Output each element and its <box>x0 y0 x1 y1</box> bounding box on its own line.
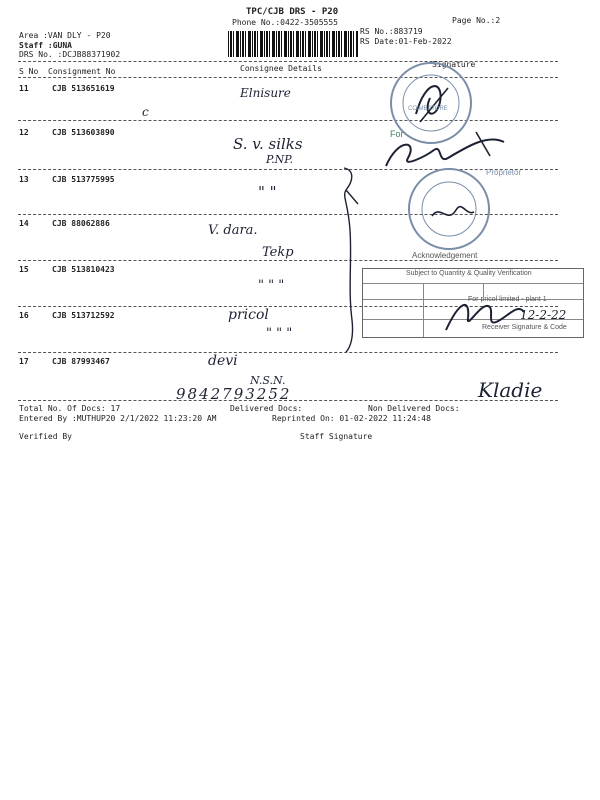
handwritten-date: 12-2-22 <box>520 308 567 322</box>
row-divider <box>18 352 558 353</box>
row-sno: 11 <box>19 84 29 93</box>
page-number: Page No.:2 <box>452 16 501 25</box>
row-sno: 13 <box>19 175 29 184</box>
row-consignment: CJB 513810423 <box>52 265 115 274</box>
seal-text: COIMBATORE <box>408 106 448 112</box>
row-divider <box>18 120 558 121</box>
handwritten-signature: Kladie <box>478 378 543 402</box>
reprinted-on: Reprinted On: 01-02-2022 11:24:48 <box>272 414 431 423</box>
row-divider <box>18 260 558 261</box>
row-consignment: CJB 513603890 <box>52 128 115 137</box>
acknowledgement-title: Acknowledgement <box>412 251 478 260</box>
col-header-consignment: Consignment No <box>48 67 116 76</box>
entered-by: Entered By :MUTHUP20 2/1/2022 11:23:20 AM <box>19 414 217 423</box>
row-sno: 12 <box>19 128 29 137</box>
area-label: Area :VAN DLY - P20 <box>19 31 111 40</box>
rs-number: RS No.:883719 <box>360 27 423 36</box>
drs-number: DRS No. :DCJB88371902 <box>19 50 121 59</box>
non-delivered-docs: Non Delivered Docs: <box>368 404 460 413</box>
delivered-docs: Delivered Docs: <box>230 404 303 413</box>
signature-scribble <box>378 128 518 176</box>
row-consignee-handwriting: V. dara. <box>208 223 258 238</box>
row-consignee-handwriting-extra: " " " <box>266 326 293 341</box>
rs-date: RS Date:01-Feb-2022 <box>360 37 452 46</box>
phone-number: Phone No.:0422-3505555 <box>232 18 338 27</box>
row-sno: 16 <box>19 311 29 320</box>
row-consignee-handwriting: Elnisure <box>240 86 291 100</box>
col-header-sno: S No <box>19 67 39 76</box>
header-divider <box>18 61 558 62</box>
verified-by: Verified By <box>19 432 72 441</box>
total-docs: Total No. Of Docs: 17 <box>19 404 121 413</box>
row-sno: 15 <box>19 265 29 274</box>
row-consignment: CJB 513775995 <box>52 175 115 184</box>
row-consignee-handwriting: " " <box>258 183 277 201</box>
barcode <box>228 31 358 57</box>
row-consignee-handwriting-extra: Tekp <box>262 245 294 260</box>
row-consignment: CJB 513712592 <box>52 311 115 320</box>
stamp-proprietor-label: Proprietor <box>486 168 522 177</box>
stamp-col-line <box>423 283 424 337</box>
document-title: TPC/CJB DRS - P20 <box>246 7 339 17</box>
stamp-for-label: For <box>390 129 404 139</box>
staff-label: Staff :GUNA <box>19 41 72 50</box>
row-consignee-handwriting-extra: N.S.N. <box>250 374 286 387</box>
stamp-row-line <box>363 283 583 284</box>
row-consignee-handwriting: S. v. silks <box>233 135 303 153</box>
col-header-signature: Signature <box>432 60 476 69</box>
row-sno: 14 <box>19 219 29 228</box>
receiver-signature <box>440 294 530 338</box>
stamp-for-pricol: For pricol limited - plant 1 <box>468 296 547 303</box>
row-consignee-handwriting: " " " <box>258 278 285 293</box>
footer-divider <box>18 400 558 401</box>
handwritten-phone: 9842793252 <box>176 385 292 403</box>
row-consignment: CJB 87993467 <box>52 357 110 366</box>
row-consignee-handwriting-extra: c <box>142 105 149 119</box>
row-consignee-handwriting: devi <box>208 353 238 369</box>
stamp-subject-text: Subject to Quantity & Quality Verification <box>406 270 532 277</box>
row-consignee-handwriting-extra: P.NP. <box>266 153 293 166</box>
company-seal-two <box>404 164 494 254</box>
row-consignment: CJB 88062886 <box>52 219 110 228</box>
column-header-divider <box>18 77 558 78</box>
stamp-receiver-text: Receiver Signature & Code <box>482 324 567 331</box>
staff-signature: Staff Signature <box>300 432 373 441</box>
row-consignment: CJB 513651619 <box>52 84 115 93</box>
row-sno: 17 <box>19 357 29 366</box>
col-header-consignee: Consignee Details <box>240 64 322 73</box>
row-consignee-handwriting: pricol <box>228 307 269 323</box>
